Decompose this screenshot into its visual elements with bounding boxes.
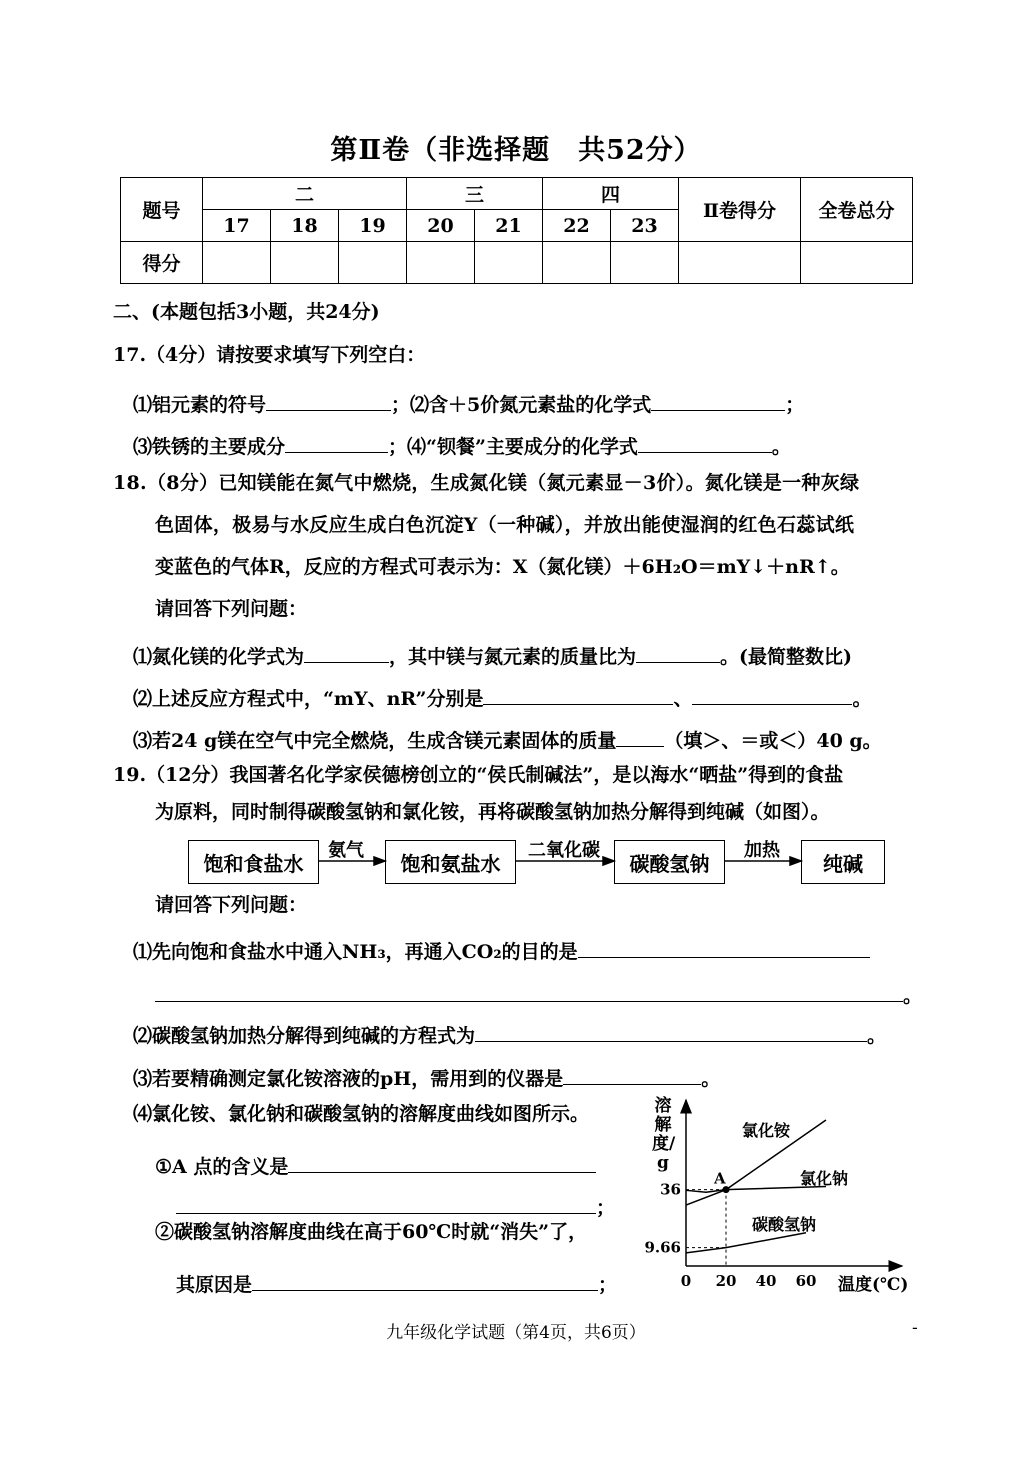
q17-p1a: ⑴铝元素的符号	[133, 394, 267, 416]
footer-mark: -	[912, 1318, 918, 1338]
q17-p2b: ；⑷“钡餐”主要成分的化学式	[388, 436, 638, 458]
arrow-label-co2: 二氧化碳	[528, 840, 600, 861]
series-label: 碳酸氢钠	[752, 1215, 817, 1234]
q18-s3a: ⑶若24 g镁在空气中完全燃烧，生成含镁元素固体的质量	[133, 730, 617, 752]
q19-sub4b: ②碳酸氢钠溶解度曲线在高于60℃时就“消失”了，	[155, 1221, 588, 1243]
q18-line4: 请回答下列问题：	[155, 598, 308, 620]
x-axis-label: 温度(℃)	[838, 1275, 909, 1295]
q19-s4c-end: ；	[598, 1274, 618, 1296]
q19-ask: 请回答下列问题：	[155, 894, 308, 916]
q19-s1end: 。	[903, 985, 923, 1007]
q19-sub4a	[155, 1152, 596, 1177]
q19-s2: ⑵碳酸氢钠加热分解得到纯碱的方程式为	[133, 1025, 476, 1047]
q19-s3: ⑶若要精确测定氯化铵溶液的pH，需用到的仪器是	[133, 1068, 564, 1090]
section-heading: 二、(本题包括3小题，共24分)	[113, 301, 380, 323]
q19-sub1-cont	[155, 981, 922, 1006]
q17-p1b: ；⑵含＋5价氮元素盐的化学式	[391, 394, 652, 416]
x-tick-label: 60	[795, 1272, 817, 1290]
q19-sub1	[133, 937, 870, 962]
q19-s4a-end: ；	[596, 1197, 616, 1219]
y-tick-label: 36	[660, 1180, 681, 1199]
answer-blank[interactable]	[578, 937, 870, 958]
q17-p1c: ；	[785, 394, 805, 416]
x-tick-label: 40	[755, 1272, 777, 1290]
answer-blank[interactable]	[252, 1270, 598, 1291]
num-23: 23	[611, 210, 679, 242]
q19-s4c: 其原因是	[176, 1274, 253, 1296]
num-18: 18	[271, 210, 339, 242]
q19-sub4c	[176, 1270, 617, 1295]
series-label: 氯化铵	[742, 1121, 791, 1140]
answer-blank[interactable]	[475, 1021, 867, 1042]
answer-blank[interactable]	[176, 1193, 596, 1214]
header-total: 全卷总分	[801, 178, 913, 242]
q18-line2: 色固体，极易与水反应生成白色沉淀Y（一种碱），并放出能使湿润的红色石蕊试纸	[155, 514, 855, 536]
header-juan2: Ⅱ卷得分	[679, 178, 801, 242]
page-title: 第Ⅱ卷（非选择题 共52分）	[330, 135, 702, 166]
arrow-head	[374, 857, 385, 865]
flow-box-bicarbonate: 碳酸氢钠	[614, 840, 725, 884]
solubility-chart	[640, 1090, 920, 1300]
q19-line1: 19.（12分）我国著名化学家侯德榜创立的“侯氏制碱法”，是以海水“晒盐”得到的食盐	[113, 764, 844, 786]
num-22: 22	[543, 210, 611, 242]
q17-stem: 17.（4分）请按要求填写下列空白：	[113, 344, 426, 366]
q19-sub2	[133, 1021, 886, 1046]
q19-sub4a-cont	[176, 1193, 615, 1218]
q18-s3b: （填＞、＝或＜）40 g。	[664, 730, 882, 752]
q19-line2: 为原料，同时制得碳酸氢钠和氯化铵，再将碳酸氢钠加热分解得到纯碱（如图）。	[155, 801, 830, 823]
group-2: 二	[203, 178, 407, 210]
q19-s3end: 。	[701, 1068, 721, 1090]
q19-sub4: ⑷氯化铵、氯化钠和碳酸氢钠的溶解度曲线如图所示。	[133, 1103, 590, 1125]
arrow-label-heat: 加热	[744, 840, 780, 861]
y-axis-label: 溶解度/g	[652, 1096, 676, 1173]
answer-blank[interactable]	[155, 981, 903, 1002]
q18-s1b: ，其中镁与氮元素的质量比为	[389, 646, 637, 668]
series-label: 氯化钠	[800, 1169, 849, 1188]
q18-line1: 18.（8分）已知镁能在氮气中燃烧，生成氮化镁（氮元素显－3价）。氮化镁是一种灰绿	[113, 472, 860, 494]
arrow-label-ammonia: 氨气	[328, 840, 364, 861]
q18-line3: 变蓝色的气体R，反应的方程式可表示为：X（氮化镁）＋6H₂O＝mY↓＋nR↑。	[155, 556, 850, 578]
answer-blank[interactable]	[563, 1064, 701, 1085]
page-footer: 九年级化学试题（第4页，共6页）	[386, 1323, 646, 1343]
flow-box-soda: 纯碱	[801, 840, 885, 884]
q18-s1a: ⑴氮化镁的化学式为	[133, 646, 305, 668]
header-tihao: 题号	[121, 178, 203, 242]
q17-p2c: 。	[771, 436, 791, 458]
q19-sub3	[133, 1064, 720, 1089]
point-a-label: A	[714, 1169, 726, 1188]
answer-blank[interactable]	[288, 1152, 596, 1173]
group-4: 四	[543, 178, 679, 210]
q18-s1c: 。(最简整数比)	[720, 646, 853, 668]
q18-s2b: 、	[673, 688, 693, 710]
num-20: 20	[407, 210, 475, 242]
q18-s2a: ⑵上述反应方程式中，“mY、nR”分别是	[133, 688, 484, 710]
flow-box-ammonia-brine: 饱和氨盐水	[385, 840, 516, 884]
flow-box-salt-water: 饱和食盐水	[188, 840, 319, 884]
q19-s2end: 。	[867, 1025, 887, 1047]
q19-s4a: ①A 点的含义是	[155, 1156, 289, 1178]
arrow-head	[790, 857, 801, 865]
header-defen: 得分	[121, 242, 203, 284]
q18-s2c: 。	[852, 688, 872, 710]
series-curve	[686, 1233, 806, 1253]
q17-p2a: ⑶铁锈的主要成分	[133, 436, 286, 458]
group-3: 三	[407, 178, 543, 210]
y-tick-label: 9.66	[644, 1238, 681, 1257]
x-tick-label: 20	[715, 1272, 737, 1290]
q19-s1: ⑴先向饱和食盐水中通入NH₃，再通入CO₂的目的是	[133, 941, 578, 963]
num-21: 21	[475, 210, 543, 242]
x-tick-label: 0	[680, 1272, 692, 1290]
arrow-head	[603, 857, 614, 865]
num-19: 19	[339, 210, 407, 242]
num-17: 17	[203, 210, 271, 242]
